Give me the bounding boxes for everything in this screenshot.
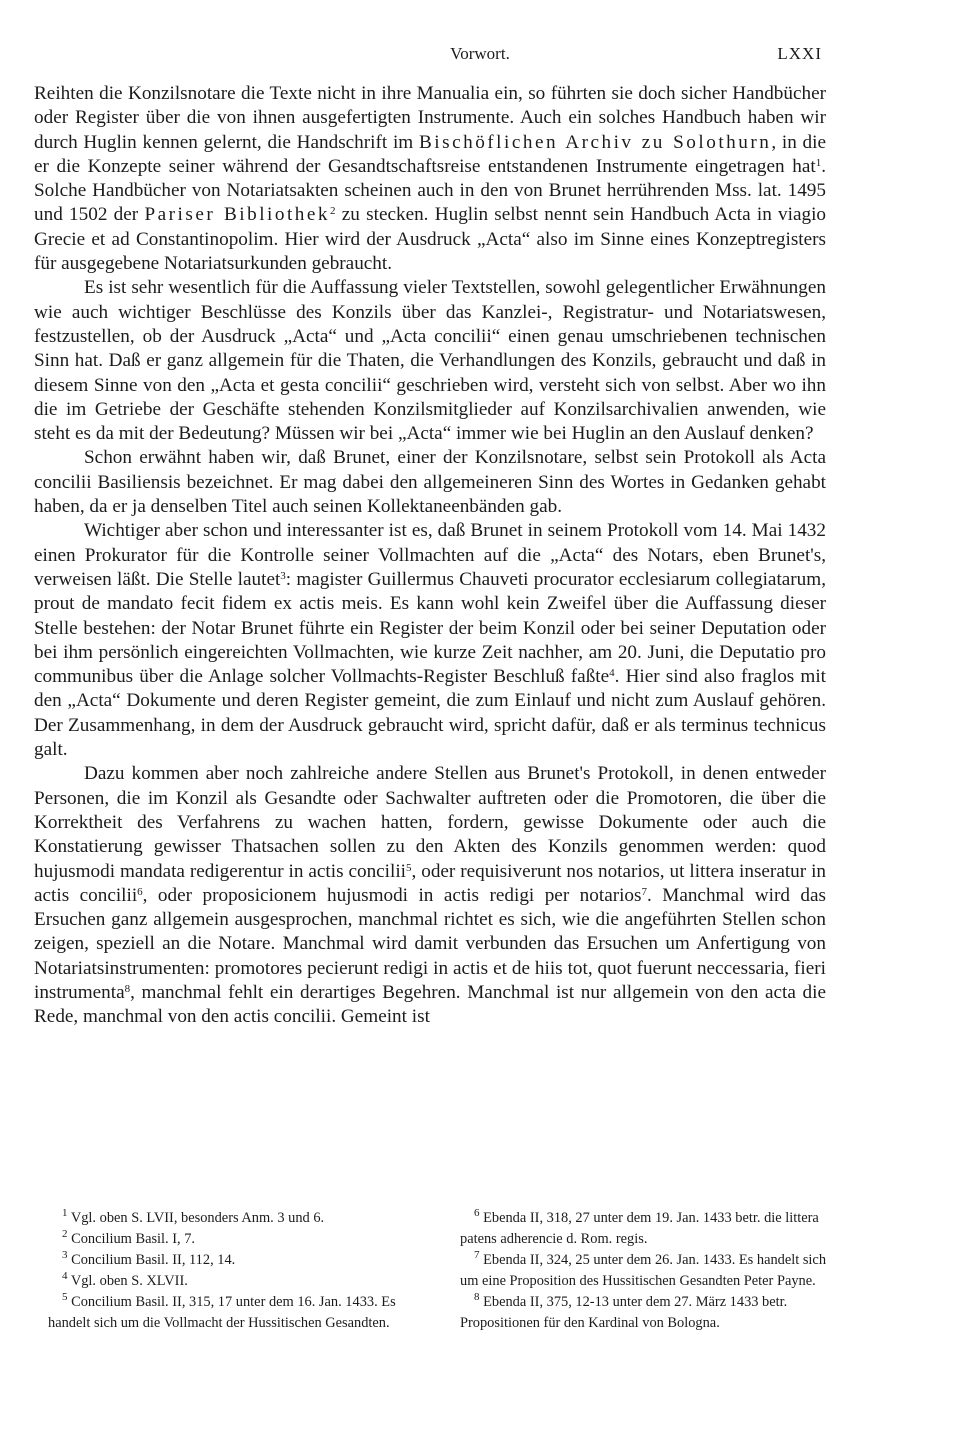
footnotes — [48, 1208, 838, 1334]
footnote-4 — [48, 1271, 420, 1292]
page-number: LXXI — [777, 44, 822, 63]
paragraph-3: Schon erwähnt haben wir, daß Brunet, einer der Konzilsnotare, selbst sein Protokoll als Acta concilii Basiliensis bezeichnet. Er mag dabei den allgemeineren Sinn des Wortes in Gedanken gehabt haben, da er ja denselben Titel auch seinen Kollektaneenbänden gab. — [34, 447, 826, 518]
footnote-text: Ebenda II, 375, 12-13 unter dem 27. März 1433 betr. Propositionen für den Kardinal von Bologna. — [460, 1294, 788, 1331]
footnote-ref: 8 — [124, 982, 131, 995]
text-run: , manchmal fehlt ein derartiges Begehren. Manchmal ist nur allgemein von den acta die Rede, manchmal von den actis concilii. Gemeint ist — [34, 981, 826, 1028]
paragraph-2: Es ist sehr wesentlich für die Auffassung vieler Textstellen, sowohl gelegentlicher Erwähnungen wie auch wichtiger Beschlüsse des Konzils über das Kanzlei-, Registratur- und Notariatswesen, festzustellen, ob der Ausdruck „Acta“ und „Acta concilii“ einen genau umschriebenen technischen Sinn hat. Daß er ganz allgemein für die Thaten, die Verhandlungen des Konzils, gebraucht und daß in diesem Sinne von den „Acta et gesta concilii“ geschrieben wird, versteht sich von selbst. Aber wo ihn die im Getriebe der Geschäfte stehenden Konzilsmitglieder auf Konzilsarchivalien anwenden, wie steht es da mit der Bedeutung? Müssen wir bei „Acta“ immer wie bei Huglin an den Auslauf denken? — [34, 277, 826, 445]
spaced-text: Pariser Bibliothek — [144, 204, 331, 226]
text-run: zu stecken. Huglin selbst nennt sein Handbuch Acta in viagio Grecie et ad Constantinopolim. Hier wird der Ausdruck „Acta“ also im Sinne eines Konzeptregisters für ausgegebene Notariatsurkunden gebraucht. — [34, 204, 827, 275]
footnote-ref: 5 — [406, 861, 412, 874]
footnote-number: 3 — [62, 1249, 68, 1261]
paragraph-4 — [34, 519, 826, 762]
footnote-text: Vgl. oben S. XLVII. — [70, 1273, 188, 1289]
footnote-number: 2 — [62, 1228, 68, 1240]
footnote-3 — [48, 1250, 420, 1271]
footnote-8 — [460, 1292, 838, 1334]
footnotes-right-column — [460, 1208, 838, 1334]
footnote-ref: 1 — [815, 156, 822, 169]
footnote-number: 6 — [474, 1207, 480, 1219]
footnote-text: Concilium Basil. I, 7. — [71, 1231, 196, 1247]
text-run: . Manchmal wird das Ersuchen ganz allgemein ausgesprochen, manchmal richtet es sich, wie die angeführten Stellen schon zeigen, speziell an die Notare. Manchmal wird damit verbunden das Ersuchen um Anfertigung von Notariatsinstrumenten: promotores pecierunt redigi in actis et de hiis tot, quot fuerunt neccessaria, fieri instrumenta — [34, 884, 826, 1003]
footnote-number: 1 — [62, 1207, 68, 1219]
text-run: Reihten die Konzilsnotare die Texte nicht in ihre Manualia ein, so führten sie doch sicher Handbücher oder Register über die von ihnen ausgefertigten Instrumente. Auch ein solches Handbuch haben wir durch Huglin kennen gelernt, die Handschrift im — [34, 83, 826, 153]
footnote-number: 7 — [474, 1249, 480, 1261]
running-title: Vorwort. — [450, 44, 510, 63]
paragraph-5 — [34, 762, 826, 1029]
footnote-ref: 4 — [609, 667, 615, 680]
footnote-text: Ebenda II, 324, 25 unter dem 26. Jan. 1433. Es handelt sich um eine Proposition des Hussitischen Gesandten Peter Payne. — [460, 1252, 827, 1289]
text-run: Wichtiger aber schon und interessanter ist es, daß Brunet in seinem Protokoll vom 14. Mai 1432 einen Prokurator für die Kontrolle seiner Vollmachten auf die „Acta“ des Notars, eben Brunet's, verweisen läßt. Die Stelle lautet — [34, 520, 826, 590]
paragraph-1 — [34, 82, 826, 276]
footnote-7 — [460, 1250, 838, 1292]
footnote-text: Concilium Basil. II, 112, 14. — [71, 1252, 236, 1268]
footnote-number: 4 — [62, 1270, 68, 1282]
footnote-number: 5 — [62, 1291, 68, 1303]
footnote-ref: 2 — [330, 205, 336, 218]
text-run: Dazu kommen aber noch zahlreiche andere Stellen aus Brunet's Protokoll, in denen entweder Personen, die im Konzil als Gesandte oder Sachwalter auftreten oder die Promotoren, die über die Korrektheit des Verfahrens zu wachen hatten, fordern, gewisse Dokumente oder auch die Konstatierung gewisser Thatsachen sollen zu den Akten des Konzils genommen werden: quod hujusmodi mandata redigerentur in actis concilii — [34, 763, 826, 882]
text-run: : magister Guillermus Chauveti procurator ecclesiarum collegiatarum, prout de mandato fecit fidem ex actis meis. Es kann wohl kein Zweifel über die Auffassung dieser Stelle bestehen: der Notar Brunet führte ein Register der beim Konzil oder bei seiner Deputation oder bei ihm persönlich eingereichten Vollmachten, wie kurze Zeit nachher, am 20. Juni, die Deputatio pro communibus über die Anlage solcher Vollmachts-Register Beschluß faßte — [34, 568, 826, 688]
text-run: , in die er die Konzepte seiner während der Gesandtschaftsreise entstandenen Instrumente eingetragen hat — [34, 131, 826, 177]
footnote-5 — [48, 1292, 420, 1334]
footnotes-left-column — [48, 1208, 420, 1334]
footnote-number: 8 — [474, 1291, 480, 1303]
footnote-text: Ebenda II, 318, 27 unter dem 19. Jan. 1433 betr. die littera patens adherencie d. Rom. regis. — [460, 1210, 819, 1247]
text-run: , oder requisiverunt nos notarios, ut littera inseratur in actis concilii — [34, 860, 827, 906]
footnote-ref: 6 — [137, 885, 143, 898]
footnote-6 — [460, 1208, 838, 1250]
footnote-text: Concilium Basil. II, 315, 17 unter dem 16. Jan. 1433. Es handelt sich um die Vollmacht der Hussitischen Gesandten. — [48, 1294, 396, 1331]
footnote-2 — [48, 1229, 420, 1250]
text-run: . Solche Handbücher von Notariatsakten scheinen auch in den von Brunet herrührenden Mss. lat. 1495 und 1502 der — [34, 155, 826, 226]
footnote-ref: 3 — [280, 569, 286, 582]
footnote-1 — [48, 1208, 420, 1229]
footnote-ref: 7 — [641, 885, 647, 898]
text-run: , oder proposicionem hujusmodi in actis redigi per notarios — [142, 884, 642, 906]
main-text — [34, 82, 826, 1030]
text-run: . Hier sind also fraglos mit den „Acta“ Dokumente und deren Register gemeint, die zum Einlauf und nicht zum Auslauf gehören. Der Zusammenhang, in dem der Ausdruck gebraucht wird, spricht dafür, daß er als terminus technicus galt. — [34, 666, 826, 761]
running-header — [0, 44, 960, 74]
footnote-text: Vgl. oben S. LVII, besonders Anm. 3 und 6. — [70, 1210, 325, 1226]
spaced-text: Bischöflichen Archiv zu Solothurn — [418, 131, 772, 153]
